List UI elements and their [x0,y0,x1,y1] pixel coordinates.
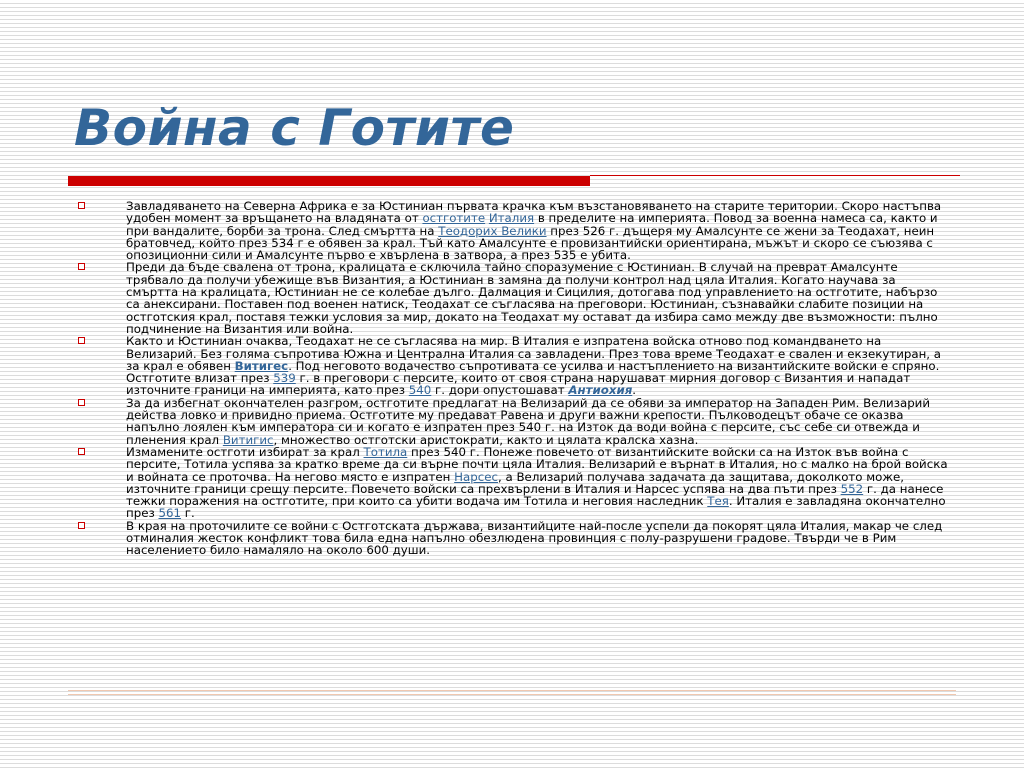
bullet-text-segment: . [632,383,637,398]
bullet-text-segment: , множество остготски аристократи, както и цялата кралска хазна. [273,432,699,447]
bullet-item [78,397,948,446]
bullet-text-segment: г. дори опустошават [431,383,569,398]
bullet-text-segment: Преди да бъде свалена от трона, кралицата е сключила тайно споразумение с Юстиниан. В случай на преврат Амалсунте трябвало да получи убежище във Византия, а Юстиниан в замяна да получи контрол над цяла Италия. Когато научава за смъртта на кралицата, Юстиниан не се колебае дълго. Далмация и Сицилия, дотогава под управлението на остготите, набързо са анексирани. Поставен под военен натиск, Теодахат се съгласява на преговори. Юстиниан, съзнавайки слабите позиции на остготския крал, поставя тежки условия за мир, докато на Теодахат му остават да избира само между две възможности: пълно подчинение на Византия или война. [126,260,938,336]
wiki-link[interactable]: 552 [840,481,864,496]
bullet-text [126,396,930,447]
bullet-list [78,200,948,557]
hollow-square-bullet-icon [78,263,85,270]
bullet-item [78,520,948,557]
wiki-link[interactable]: Тея [707,494,729,509]
bullet-item [78,261,948,335]
hollow-square-bullet-icon [78,337,85,344]
bullet-text-segment: , а Велизарий получава задачата да защитава, доколкото може, източните граници срещу персите. Повечето войски са прехвърлени в Италия и Нарсес успява на два пъти през [126,469,905,496]
bullet-text-segment: г. в преговори с персите, които от своя страна нарушават мирния договор с Византия и нападат източните граници на империята, като през [126,371,911,398]
bullet-text-segment: Завладяването на Северна Африка е за Юстиниан първата крачка към възстановяването на старите територии. Скоро настъпва удобен момент за връщането на владяната от [126,199,942,226]
bullet-text-segment: в пределите на империята. Повод за военна намеса са, както и при вандалите, борби за трона. След смъртта на [126,211,938,238]
wiki-link[interactable]: остготите [422,211,486,226]
bullet-text-segment: Както и Юстиниан очаква, Теодахат не се съгласява на мир. В Италия е изпратена войска отново под командването на Велизарий. Без голяма съпротива Южна и Централна Италия са завладени. През това време Теодахат е свален и екзекутиран, а за крал е обявен [126,334,942,373]
bullet-item [78,446,948,520]
bullet-text-segment: г. [181,506,195,521]
bullet-text-segment: през 540 г. Понеже повечето от византийските войски са на Изток във война с персите, Тотила успява за кратко време да си върне почти цяла Италия. Велизарий е върнат в Италия, но с малко на брой войска и войната се проточва. На негово място е изпратен [126,444,948,484]
wiki-link[interactable]: Италия [488,211,535,226]
bullet-text [126,445,948,520]
wiki-link[interactable]: Витигес [234,358,289,373]
footer-rule-top [68,690,956,691]
wiki-link[interactable]: Тотила [363,444,408,459]
footer-rule-bottom [68,694,956,695]
bullet-text [126,199,941,262]
wiki-link[interactable]: Нарсес [454,469,498,484]
bullet-text [126,334,941,397]
slide-title: Война с Готите [74,99,515,157]
bullet-item [78,335,948,396]
bullet-item [78,200,948,261]
wiki-link[interactable]: 540 [408,383,432,398]
wiki-link[interactable]: Витигис [222,432,274,447]
title-accent-bar [68,176,590,186]
bullet-text-segment: . Под неговото водачество съпротивата се усилва и настъплението на византийските войски е спряно. Остготите влизат през [126,358,940,386]
hollow-square-bullet-icon [78,399,85,406]
hollow-square-bullet-icon [78,202,85,209]
wiki-link[interactable]: 561 [158,506,182,521]
bullet-text-segment: Измамените остготи избират за крал [126,444,364,459]
hollow-square-bullet-icon [78,448,85,455]
bullet-text-segment: . Италия е завладяна окончателно през [126,494,946,521]
wiki-link[interactable]: Теодорих Велики [438,223,547,238]
bullet-text [126,519,942,558]
wiki-link[interactable]: Антиохия [568,383,633,398]
bullet-text-segment: За да избегнат окончателен разгром, остготите предлагат на Велизарий да се обяви за император на Западен Рим. Велизарий действа ловко и привидно приема. Остготите му предават Равена и други важни крепости. Пълководецът обаче се оказва напълно лоялен към императора си и когато е изпратен през 540 г. на Изток да води война с персите, със себе си отвежда и пленения крал [126,395,931,447]
title-rule-line [590,175,960,176]
hollow-square-bullet-icon [78,522,85,529]
wiki-link[interactable]: 539 [273,371,296,386]
bullet-text-segment: г. да нанесе тежки поражения на остготите, при които са убити водача им Тотила и неговия наследник [126,481,944,509]
bullet-text-segment: през 526 г. дъщеря му Амалсунте се жени за Теодахат, неин братовчед, който през 534 г е обявен за крал. Тъй като Амалсунте е провизантийски ориентирана, мъжът и скоро се съюзява с опозиционни сили и Амалсунте първо е хвърлена в затвора, а през 535 е убита. [126,223,935,263]
bullet-text [126,260,938,335]
bullet-text-segment: В края на проточилите се войни с Остготската държава, византийците най-после успели да покорят цяла Италия, макар че след отминалия жесток конфликт това била една напълно обезлюдена провинция с полу-разрушени градове. Твърди че в Рим населението било намаляло на около 600 души. [126,518,943,558]
